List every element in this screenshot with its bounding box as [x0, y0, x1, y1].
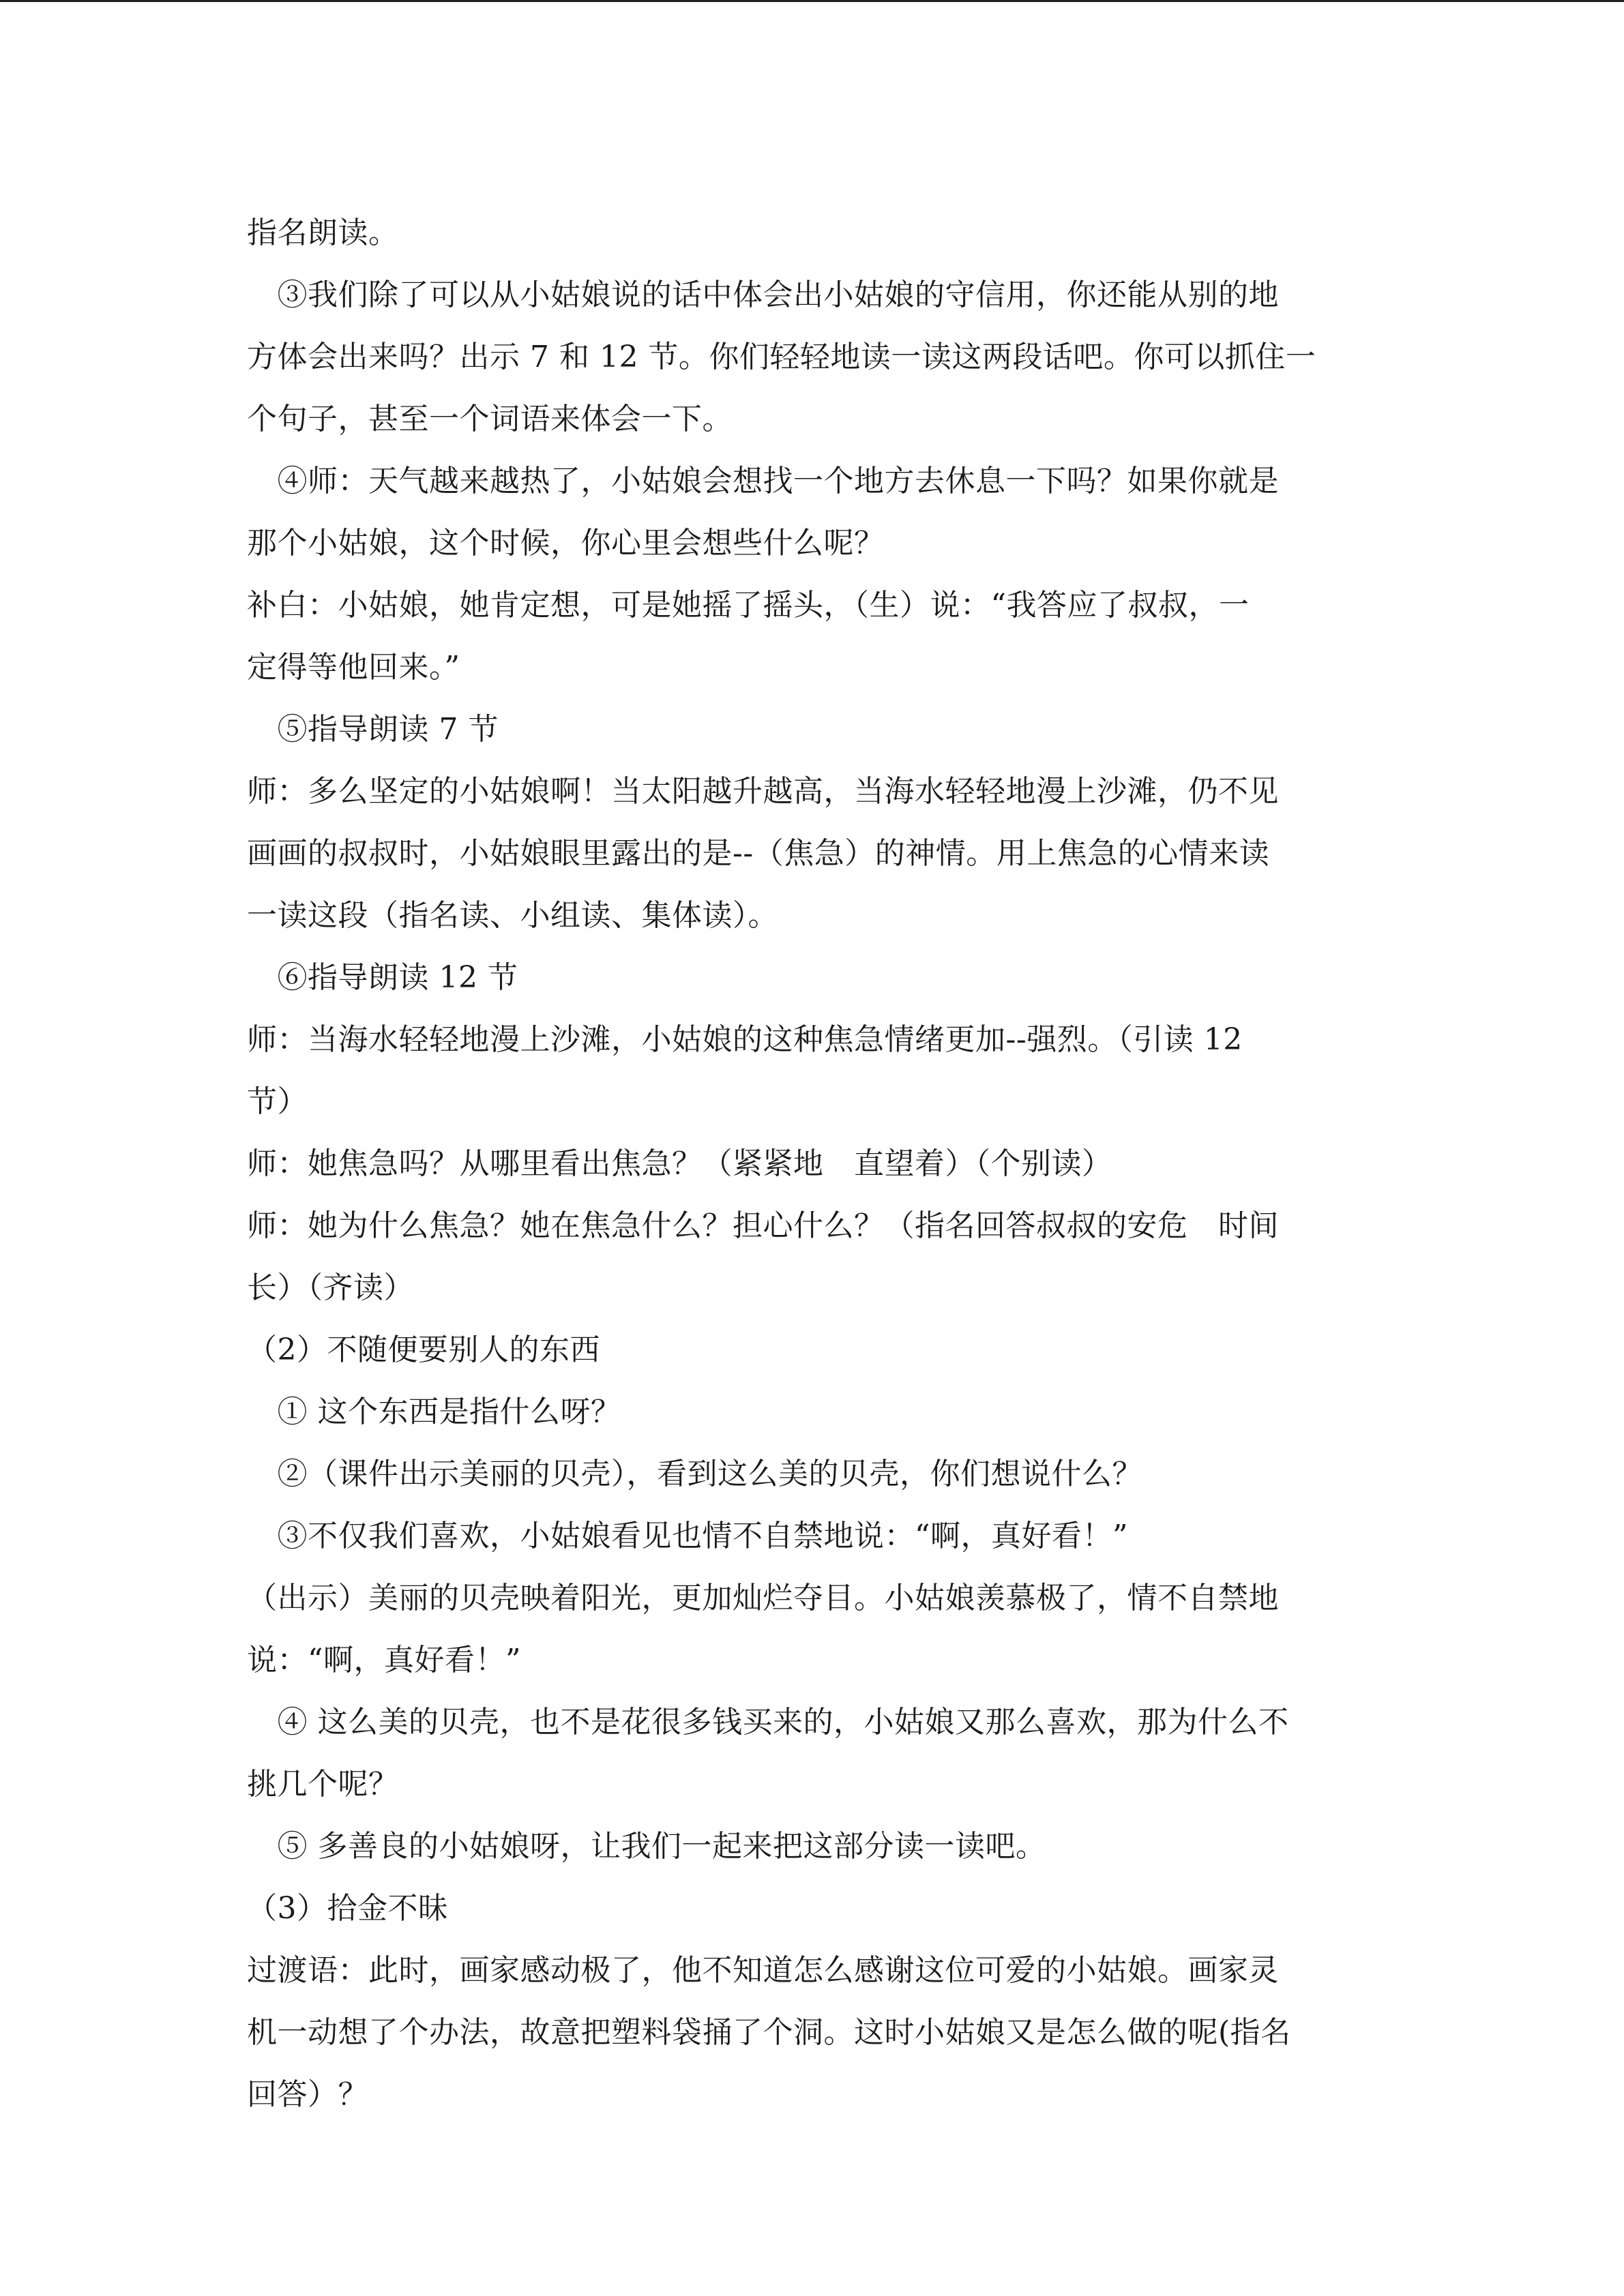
text-line: 说：“啊，真好看！” [247, 1643, 521, 1678]
text-line: ⑥指导朗读 12 节 [247, 960, 518, 995]
text-line: （2）不随便要别人的东西 [247, 1332, 600, 1367]
text-line: ②（课件出示美丽的贝壳），看到这么美的贝壳，你们想说什么？ [247, 1457, 1142, 1491]
text-line: ⑤ 多善良的小姑娘呀，让我们一起来把这部分读一读吧。 [247, 1829, 1046, 1864]
text-line: 个句子，甚至一个词语来体会一下。 [247, 402, 733, 436]
text-line: ④ 这么美的贝壳，也不是花很多钱买来的，小姑娘又那么喜欢，那为什么不 [247, 1705, 1289, 1740]
text-line: 节） [247, 1084, 308, 1119]
text-line: 定得等他回来。” [247, 650, 460, 685]
text-line: ④师：天气越来越热了，小姑娘会想找一个地方去休息一下吗？如果你就是 [247, 464, 1279, 498]
text-line: 画画的叔叔时，小姑娘眼里露出的是--（焦急）的神情。用上焦急的心情来读 [247, 836, 1270, 871]
text-line: 方体会出来吗？出示 7 和 12 节。你们轻轻地读一读这两段话吧。你可以抓住一 [247, 340, 1316, 374]
text-line: （出示）美丽的贝壳映着阳光，更加灿烂夺目。小姑娘羡慕极了，情不自禁地 [247, 1581, 1279, 1615]
text-line: ⑤指导朗读 7 节 [247, 712, 499, 747]
text-line: 师：当海水轻轻地漫上沙滩，小姑娘的这种焦急情绪更加--强烈。（引读 12 [247, 1022, 1243, 1057]
text-line: ① 这个东西是指什么呀？ [247, 1395, 621, 1429]
text-line: 长）（齐读） [247, 1270, 414, 1305]
text-line: （3）拾金不昧 [247, 1891, 449, 1926]
text-line: ③不仅我们喜欢，小姑娘看见也情不自禁地说：“啊，真好看！” [247, 1519, 1128, 1553]
text-line: 指名朗读。 [247, 215, 399, 250]
text-line: 师：多么坚定的小姑娘啊！当太阳越升越高，当海水轻轻地漫上沙滩，仍不见 [247, 774, 1279, 809]
text-line: 机一动想了个办法，故意把塑料袋捅了个洞。这时小姑娘又是怎么做的呢(指名 [247, 2015, 1291, 2050]
text-line: 补白：小姑娘，她肯定想，可是她摇了摇头，（生）说：“我答应了叔叔，一 [247, 588, 1250, 623]
text-line: 师：她为什么焦急？她在焦急什么？担心什么？（指名回答叔叔的安危 时间 [247, 1208, 1279, 1243]
text-line: 挑几个呢？ [247, 1767, 399, 1802]
text-line: 过渡语：此时，画家感动极了，他不知道怎么感谢这位可爱的小姑娘。画家灵 [247, 1953, 1279, 1988]
text-line: 一读这段（指名读、小组读、集体读）。 [247, 898, 778, 933]
text-line: 那个小姑娘，这个时候，你心里会想些什么呢？ [247, 526, 885, 561]
text-line: 回答）？ [247, 2077, 368, 2112]
text-line: ③我们除了可以从小姑娘说的话中体会出小姑娘的守信用，你还能从别的地 [247, 278, 1279, 312]
text-line: 师：她焦急吗？从哪里看出焦急？（紧紧地 直望着）（个别读） [247, 1146, 1112, 1181]
